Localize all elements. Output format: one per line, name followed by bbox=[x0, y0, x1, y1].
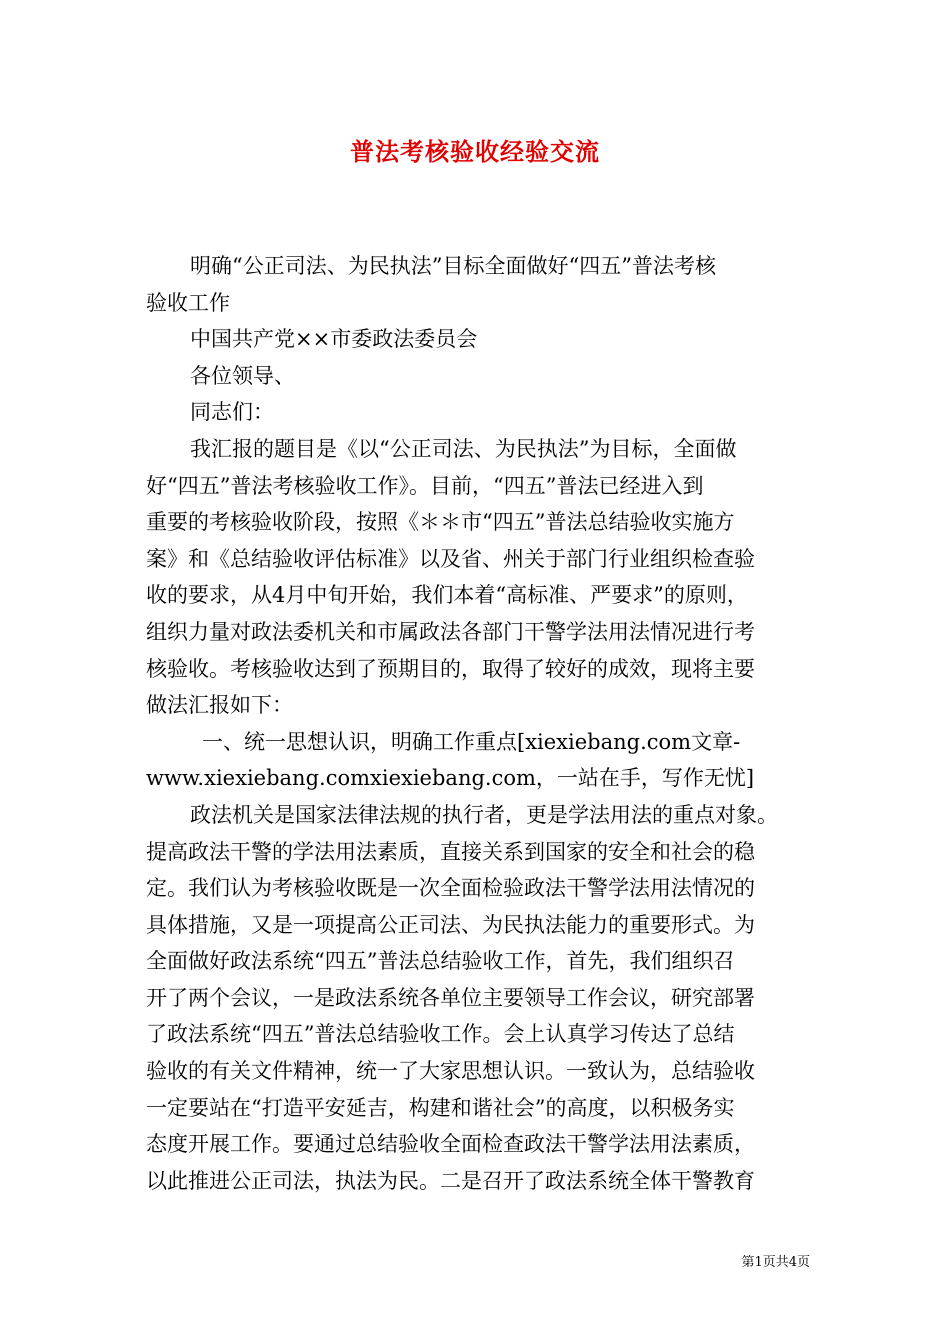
paragraph-line: 我汇报的题目是《以“公正司法、为民执法”为目标，全面做 bbox=[190, 436, 737, 461]
paragraph-line: 重要的考核验收阶段，按照《＊＊市“四五”普法总结验收实施方 bbox=[146, 510, 735, 535]
paragraph-line: 以此推进公正司法，执法为民。二是召开了政法系统全体干警教育 bbox=[146, 1168, 755, 1193]
paragraph-line: 各位领导、 bbox=[190, 363, 295, 388]
paragraph-line: 好“四五”普法考核验收工作》。目前，“四五”普法已经进入到 bbox=[146, 473, 704, 498]
page-number: 第1页共4页 bbox=[741, 1255, 810, 1270]
section-heading: 一、统一思想认识，明确工作重点[xiexiebang.com文章- bbox=[202, 729, 741, 754]
paragraph-line: 核验收。考核验收达到了预期目的，取得了较好的成效，现将主要 bbox=[146, 656, 755, 681]
paragraph-line: 明确“公正司法、为民执法”目标全面做好“四五”普法考核 bbox=[190, 254, 716, 278]
paragraph-line: 中国共产党××市委政法委员会 bbox=[190, 327, 478, 352]
paragraph-line: 态度开展工作。要通过总结验收全面检查政法干警学法用法素质， bbox=[146, 1132, 755, 1157]
paragraph-line: 收的要求，从4月中旬开始，我们本着“高标准、严要求”的原则， bbox=[146, 583, 748, 608]
section-heading: www.xiexiebang.comxiexiebang.com，一站在手，写作无忧] bbox=[146, 766, 755, 791]
paragraph-line: 一定要站在“打造平安延吉，构建和谐社会”的高度，以积极务实 bbox=[146, 1095, 735, 1120]
paragraph-line: 案》和《总结验收评估标准》以及省、州关于部门行业组织检查验 bbox=[146, 546, 755, 571]
paragraph-line: 提高政法干警的学法用法素质，直接关系到国家的安全和社会的稳 bbox=[146, 839, 755, 864]
paragraph-line: 同志们： bbox=[190, 400, 274, 425]
paragraph-line: 了政法系统“四五”普法总结验收工作。会上认真学习传达了总结 bbox=[146, 1022, 735, 1047]
paragraph-line: 政法机关是国家法律法规的执行者，更是学法用法的重点对象。 bbox=[190, 802, 778, 827]
paragraph-line: 做法汇报如下： bbox=[146, 693, 293, 718]
paragraph-line: 全面做好政法系统“四五”普法总结验收工作，首先，我们组织召 bbox=[146, 949, 735, 974]
paragraph-line: 定。我们认为考核验收既是一次全面检验政法干警学法用法情况的 bbox=[146, 876, 755, 901]
paragraph-line: 开了两个会议，一是政法系统各单位主要领导工作会议，研究部署 bbox=[146, 985, 755, 1010]
paragraph-line: 组织力量对政法委机关和市属政法各部门干警学法用法情况进行考 bbox=[146, 619, 755, 644]
document-title: 普法考核验收经验交流 bbox=[350, 137, 600, 166]
paragraph-line: 具体措施，又是一项提高公正司法、为民执法能力的重要形式。为 bbox=[146, 912, 755, 937]
document-body bbox=[146, 248, 818, 1199]
paragraph-line: 验收工作 bbox=[146, 290, 230, 315]
paragraph-line: 验收的有关文件精神，统一了大家思想认识。一致认为，总结验收 bbox=[146, 1059, 755, 1084]
